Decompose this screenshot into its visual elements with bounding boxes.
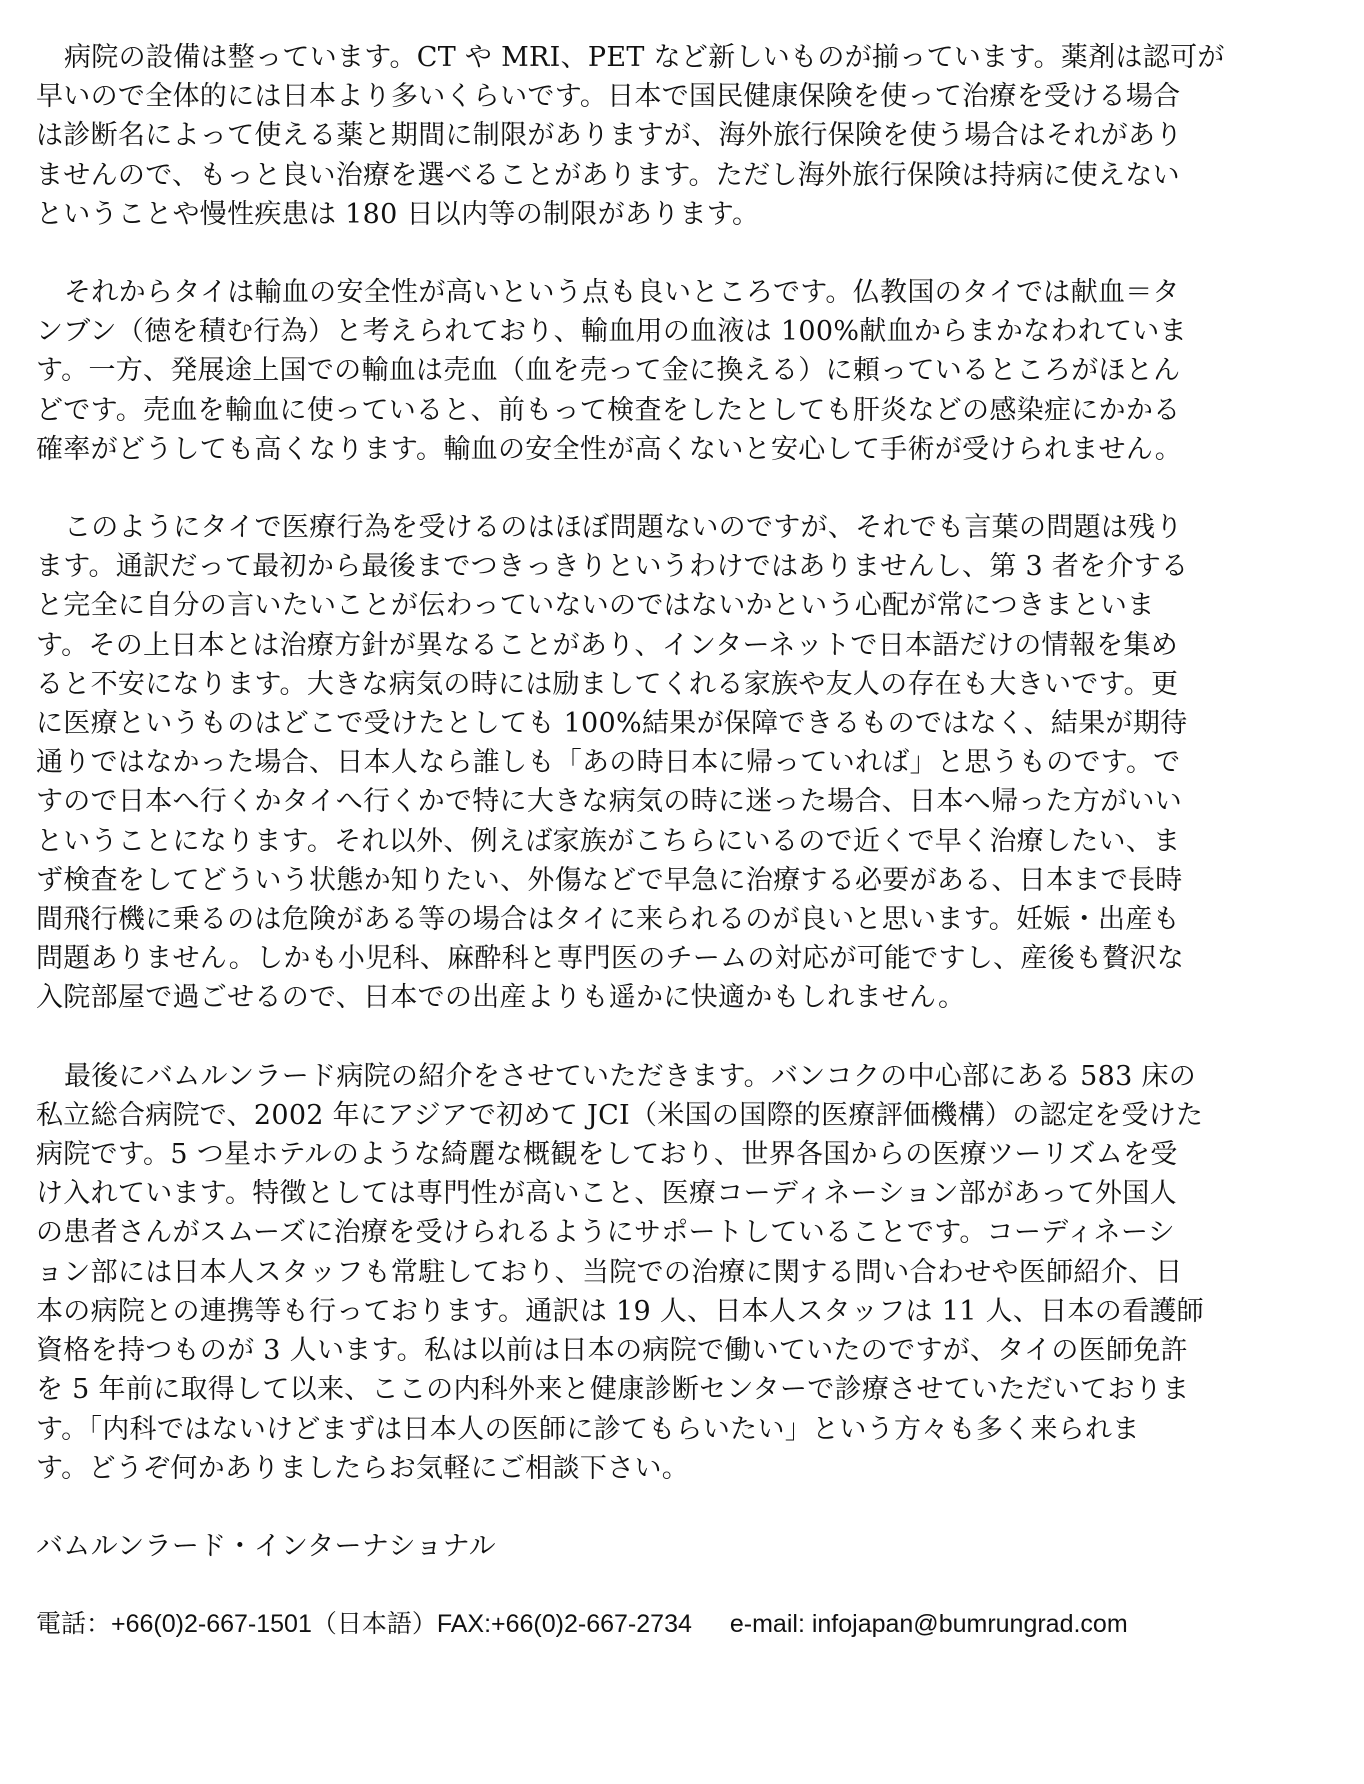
text-line: 病院です。5 つ星ホテルのような綺麗な概観をしており、世界各国からの医療ツーリズムを受 bbox=[36, 1139, 1178, 1171]
phone-fax-text: 電話：+66(0)2-667-1501（日本語）FAX:+66(0)2-667-2734 bbox=[36, 1609, 692, 1638]
text-line: 本の病院との連携等も行っております。通訳は 19 人、日本人スタッフは 11 人、日本の看護師 bbox=[36, 1295, 1204, 1327]
text-line: け入れています。特徴としては専門性が高いこと、医療コーディネーション部があって外国人 bbox=[36, 1178, 1177, 1210]
text-line: 私立総合病院で、2002 年にアジアで初めて JCI（米国の国際的医療評価機構）の認定を受けた bbox=[36, 1099, 1204, 1131]
text-line: 病院の設備は整っています。CT や MRI、PET など新しいものが揃っています。薬剤は認可が bbox=[64, 42, 1225, 73]
text-line: 資格を持つものが 3 人います。私は以前は日本の病院で働いていたのですが、タイの医師免許 bbox=[36, 1335, 1188, 1367]
text-line: ると不安になります。大きな病気の時には励ましてくれる家族や友人の存在も大きいです。更 bbox=[36, 668, 1179, 700]
paragraph-spacer bbox=[36, 469, 1322, 508]
text-line: すので日本へ行くかタイへ行くかで特に大きな病気の時に迷った場合、日本へ帰った方がいい bbox=[36, 786, 1183, 818]
text-line: は診断名によって使える薬と期間に制限がありますが、海外旅行保険を使う場合はそれがあり bbox=[36, 120, 1183, 152]
contact-line bbox=[36, 1605, 1322, 1643]
text-line: ます。通訳だって最初から最後までつきっきりというわけではありませんし、第 3 者を介する bbox=[36, 551, 1189, 583]
text-line: ませんので、もっと良い治療を選べることがあります。ただし海外旅行保険は持病に使えない bbox=[36, 159, 1180, 191]
text-line: と完全に自分の言いたいことが伝わっていないのではないかという心配が常につきまといま bbox=[36, 590, 1155, 622]
text-line: す。一方、発展途上国での輸血は売血（血を売って金に換える）に頼っているところがほとん bbox=[36, 355, 1181, 387]
text-line: す。「内科ではないけどまずは日本人の医師に診てもらいたい」という方々も多く来られま bbox=[36, 1413, 1140, 1445]
text-line: 通りではなかった場合、日本人なら誰しも「あの時日本に帰っていれば」と思うものです。で bbox=[36, 747, 1181, 779]
text-line: 最後にバムルンラード病院の紹介をさせていただきます。バンコクの中心部にある 583 床の bbox=[64, 1060, 1197, 1092]
text-line: それからタイは輸血の安全性が高いという点も良いところです。仏教国のタイでは献血＝タ bbox=[64, 277, 1180, 309]
text-line: 入院部屋で過ごせるので、日本での出産よりも遥かに快適かもしれません。 bbox=[36, 982, 966, 1014]
text-line: 確率がどうしても高くなります。輸血の安全性が高くないと安心して手術が受けられません。 bbox=[36, 433, 1183, 465]
organization-name: バムルンラード・インターナショナル bbox=[36, 1530, 496, 1562]
text-line: ということになります。それ以外、例えば家族がこちらにいるので近くで早く治療したい、ま bbox=[36, 825, 1181, 857]
text-line: ず検査をしてどういう状態か知りたい、外傷などで早急に治療する必要がある、日本まで長時 bbox=[36, 864, 1183, 896]
text-line: どです。売血を輸血に使っていると、前もって検査をしたとしても肝炎などの感染症にかかる bbox=[36, 394, 1181, 426]
text-line: ということや慢性疾患は 180 日以内等の制限があります。 bbox=[36, 198, 760, 230]
paragraph-spacer bbox=[36, 1566, 1322, 1605]
text-line: 早いので全体的には日本より多いくらいです。日本で国民健康保険を使って治療を受ける場合 bbox=[36, 81, 1181, 113]
text-line: に医療というものはどこで受けたとしても 100%結果が保障できるものではなく、結果が期待 bbox=[36, 708, 1188, 740]
paragraph-facilities bbox=[36, 38, 1322, 234]
paragraph-spacer bbox=[36, 234, 1322, 273]
paragraph-spacer bbox=[36, 1488, 1322, 1527]
paragraph-blood-safety bbox=[36, 273, 1322, 469]
text-line: ョン部には日本人スタッフも常駐しており、当院での治療に関する問い合わせや医師紹介、日 bbox=[36, 1256, 1183, 1288]
text-line: 問題ありません。しかも小児科、麻酔科と専門医のチームの対応が可能ですし、産後も贅沢な bbox=[36, 943, 1185, 975]
text-line: す。どうぞ何かありましたらお気軽にご相談下さい。 bbox=[36, 1452, 690, 1484]
paragraph-spacer bbox=[36, 1018, 1322, 1057]
email-link[interactable]: e-mail: infojapan@bumrungrad.com bbox=[729, 1609, 1128, 1638]
text-line: ンブン（徳を積む行為）と考えられており、輸血用の血液は 100%献血からまかなわれていま bbox=[36, 316, 1187, 348]
text-line: す。その上日本とは治療方針が異なることがあり、インターネットで日本語だけの情報を集め bbox=[36, 629, 1179, 661]
text-line: の患者さんがスムーズに治療を受けられるようにサポートしていることです。コーディネーシ bbox=[36, 1217, 1176, 1249]
text-line: を 5 年前に取得して以来、ここの内科外来と健康診断センターで診療させていただいておりま bbox=[36, 1374, 1190, 1406]
paragraph-hospital-intro bbox=[36, 1057, 1322, 1488]
text-line: このようにタイで医療行為を受けるのはほぼ問題ないのですが、それでも言葉の問題は残り bbox=[64, 512, 1183, 544]
text-line: 間飛行機に乗るのは危険がある等の場合はタイに来られるのが良いと思います。妊娠・出産も bbox=[36, 904, 1180, 936]
paragraph-language-issues bbox=[36, 508, 1322, 1018]
document-page bbox=[36, 38, 1322, 1643]
